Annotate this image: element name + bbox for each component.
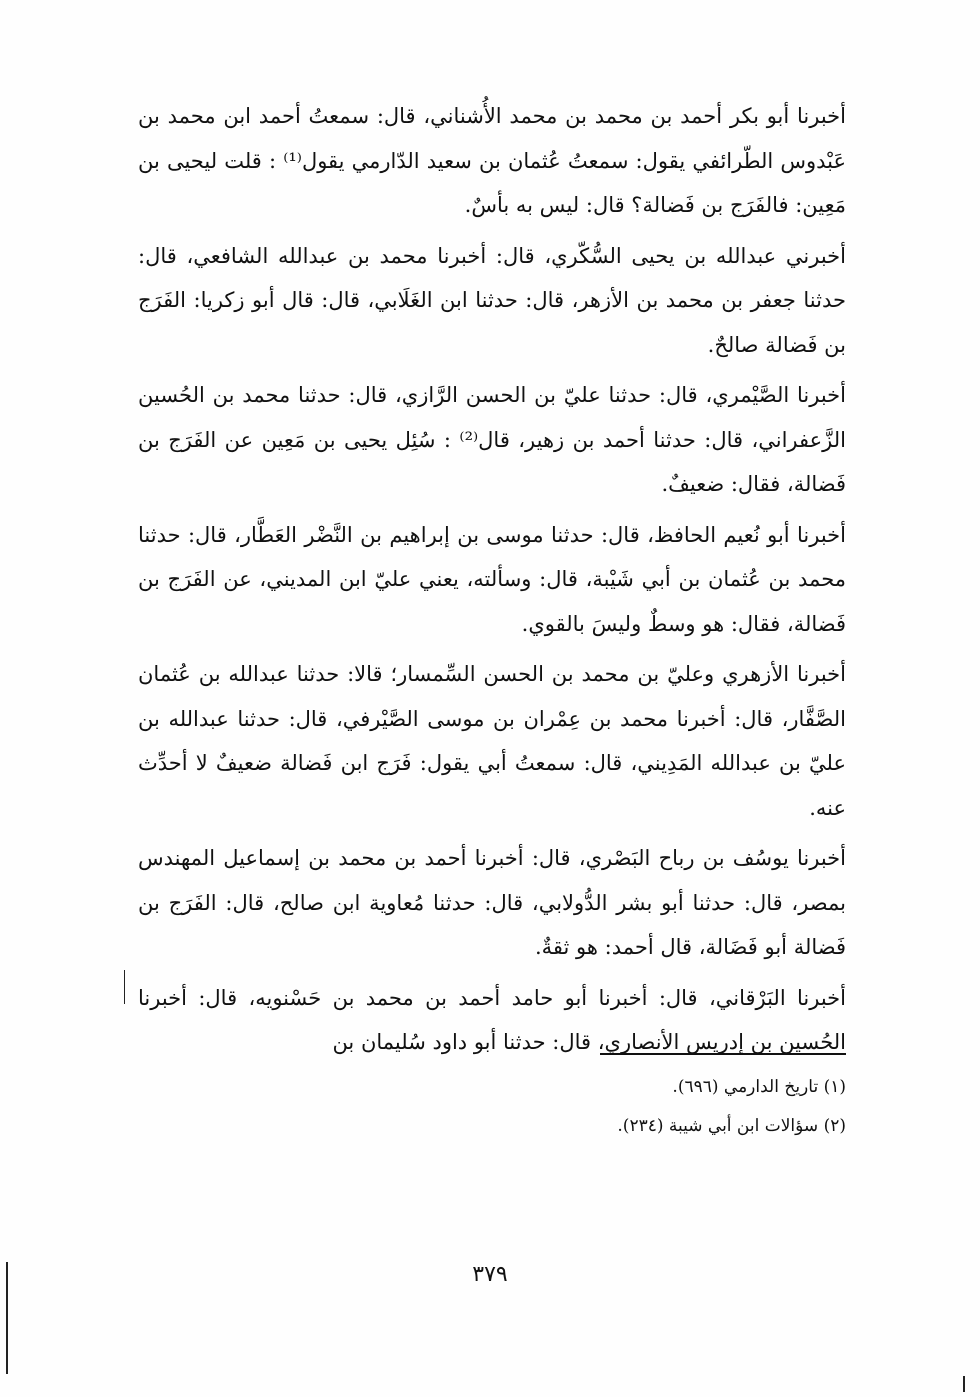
- footnote-separator: [600, 1053, 846, 1055]
- scan-edge-mark-small: [124, 970, 125, 1004]
- scan-edge-mark-right: [963, 1376, 965, 1392]
- paragraph-5: أخبرنا الأزهري وعليّ بن محمد بن الحسن السِّمسار؛ قالا: حدثنا عبدالله بن عُثمان الصَّفَّار، قال: أخبرنا محمد بن عِمْران بن موسى الصَّيْرفي، قال: حدثنا عبدالله بن عليّ بن عبدالله المَدِيني، قال: سمعتُ أبي يقول: فَرَج ابن فَضالة ضعيفٌ لا أحدِّث عنه.: [138, 662, 846, 820]
- page-number: ٣٧٩: [472, 1262, 508, 1287]
- paragraph-6: أخبرنا يوسُف بن رباح البَصْري، قال: أخبرنا أحمد بن محمد بن إسماعيل المهندس بمصر، قال: حدثنا أبو بشر الدُّولابي، قال: حدثنا مُعاوية ابن صالح، قال: الفَرَج بن فَضالة أبو فَضَالة، قال أحمد: هو ثقةٌ.: [138, 846, 846, 959]
- footnote-2: (٢) سؤالات ابن أبي شيبة (٢٣٤).: [617, 1116, 846, 1136]
- paragraph-3: أخبرنا الصَّيْمري، قال: حدثنا عليّ بن الحسن الرَّازي، قال: حدثنا محمد بن الحُسين الزَّعفراني، قال: حدثنا أحمد بن زهير، قال⁽²⁾ : سُئِل يحيى بن مَعِين عن الفَرَج بن فَضالة، فقال: ضعيفٌ.: [138, 383, 846, 496]
- paragraph-7: أخبرنا البَرْقاني، قال: أخبرنا أبو حامد أحمد بن محمد بن حَسْنويه، قال: أخبرنا الحُسين بن إدريس الأنصاري، قال: حدثنا أبو داود سُليمان بن: [138, 985, 846, 1054]
- scan-edge-mark-left: [6, 1262, 8, 1374]
- footnote-1: (١) تاريخ الدارمي (٦٩٦).: [672, 1077, 846, 1097]
- footnotes: [300, 1068, 846, 1146]
- paragraph-4: أخبرنا أبو نُعيم الحافظ، قال: حدثنا موسى بن إبراهيم بن النَّضْر العَطَّار، قال: حدثنا محمد بن عُثمان بن أبي شَيْبة، قال: وسألته، يعني عليّ ابن المديني، عن الفَرَج بن فَضالة، فقال: هو وسطٌ وليسَ بالقوي.: [138, 522, 846, 636]
- main-text: [138, 94, 846, 1071]
- paragraph-2: أخبرني عبدالله بن يحيى السُّكّري، قال: أخبرنا محمد بن عبدالله الشافعي، قال: حدثنا جعفر بن محمد بن الأزهر، قال: حدثنا ابن الغَلَابي، قال: قال أبو زكريا: الفَرَج بن فَضالة صالحٌ.: [138, 243, 846, 357]
- paragraph-1: أخبرنا أبو بكر أحمد بن محمد بن محمد الأُشناني، قال: سمعتُ أحمد ابن محمد بن عَبْدوس الطّرائفي يقول: سمعتُ عُثمان بن سعيد الدّارمي يقول⁽¹⁾ : قلت ليحيى بن مَعِين: فالفَرَج بن فَضالة؟ قال: ليس به بأسٌ.: [138, 104, 846, 217]
